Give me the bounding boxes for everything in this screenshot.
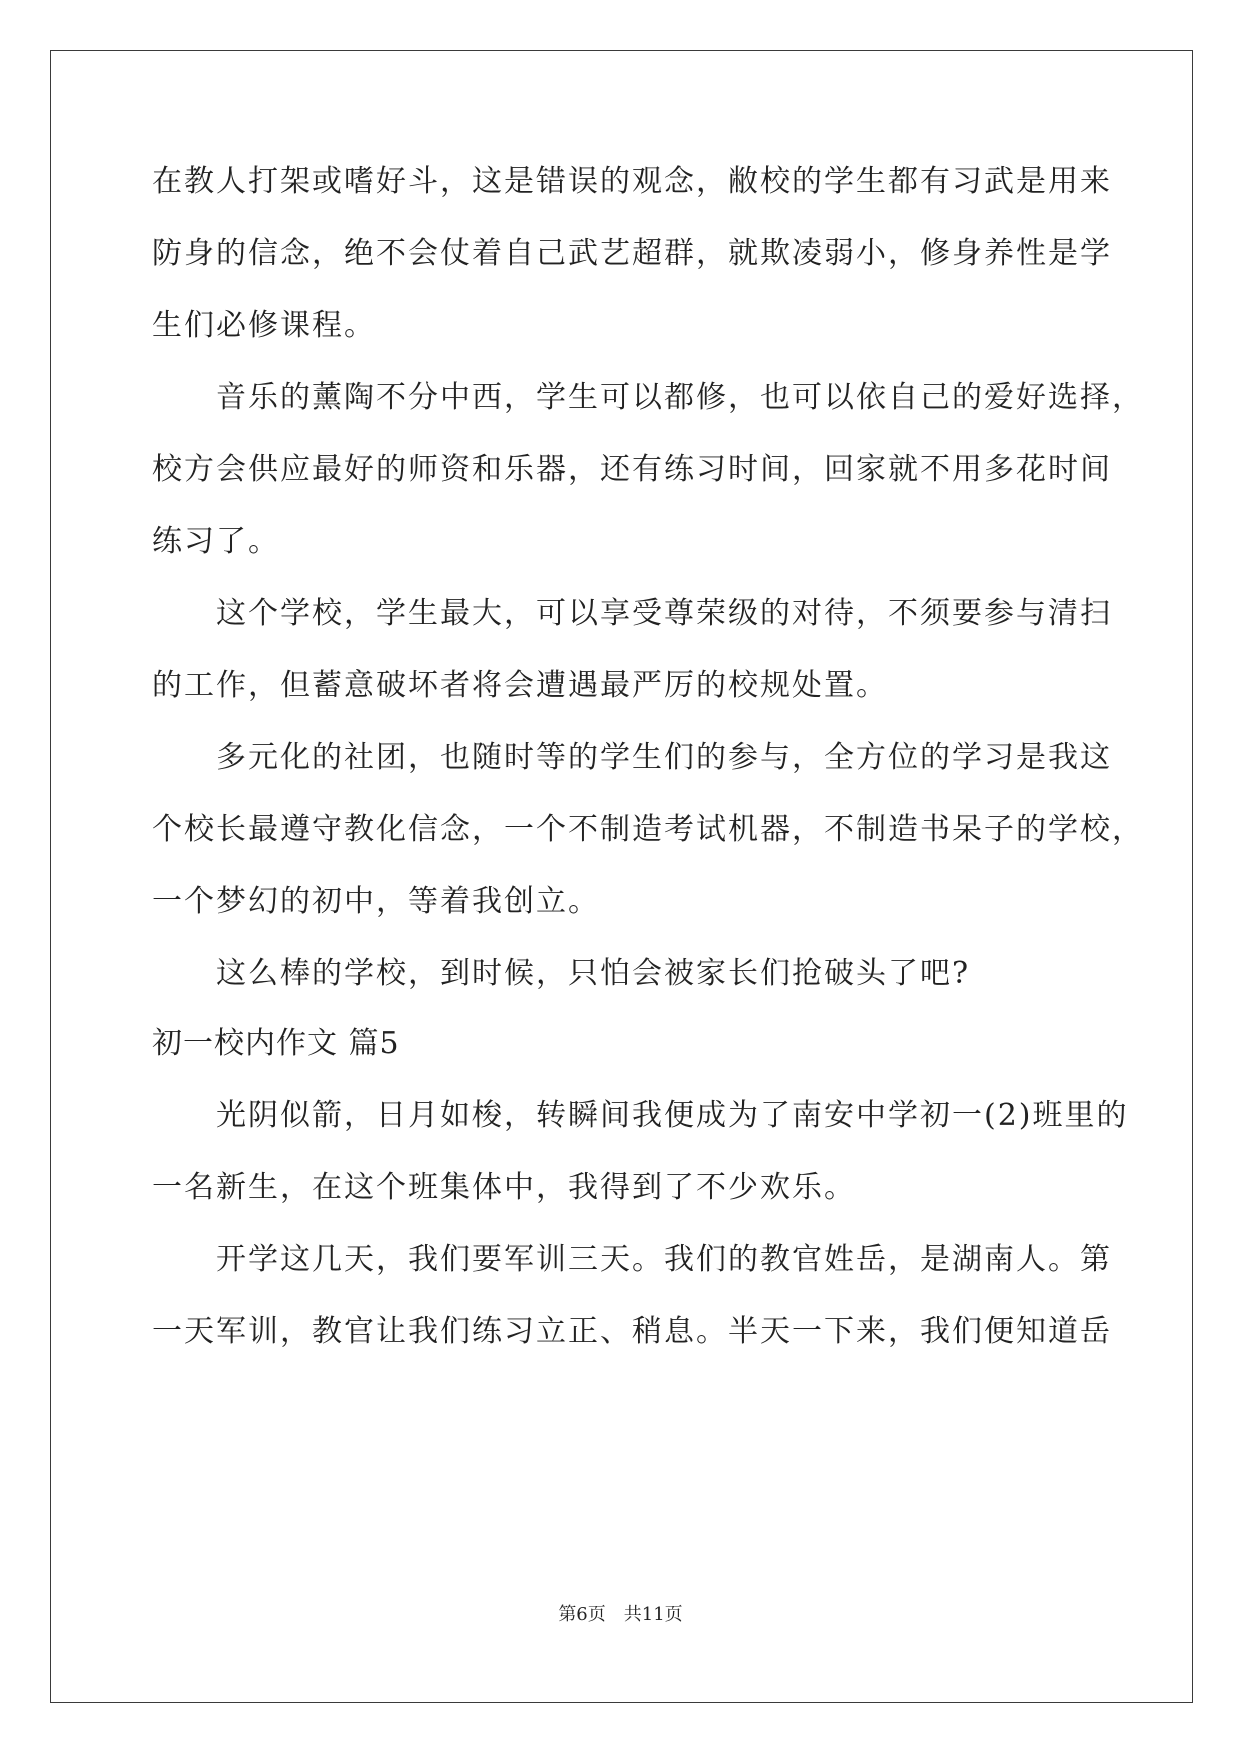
text-line: 一天军训，教官让我们练习立正、稍息。半天一下来，我们便知道岳 xyxy=(152,1314,1112,1349)
text-line: 校方会供应最好的师资和乐器，还有练习时间，回家就不用多花时间 xyxy=(152,452,1112,487)
page-border xyxy=(50,50,1193,1703)
section-heading: 初一校内作文 篇5 xyxy=(152,1026,400,1061)
page-footer xyxy=(0,1600,1241,1626)
paragraph-start-line: 多元化的社团，也随时等的学生们的参与，全方位的学习是我这 xyxy=(216,740,1112,775)
text-line: 的工作，但蓄意破坏者将会遭遇最严厉的校规处置。 xyxy=(152,668,888,703)
text-line: 防身的信念，绝不会仗着自己武艺超群，就欺凌弱小，修身养性是学 xyxy=(152,236,1112,271)
paragraph-start-line: 这个学校，学生最大，可以享受尊荣级的对待，不须要参与清扫 xyxy=(216,596,1112,631)
paragraph-start-line: 光阴似箭，日月如梭，转瞬间我便成为了南安中学初一(2)班里的 xyxy=(216,1098,1129,1133)
text-line: 在教人打架或嗜好斗，这是错误的观念，敝校的学生都有习武是用来 xyxy=(152,164,1112,199)
text-line: 练习了。 xyxy=(152,524,280,559)
paragraph-start-line: 音乐的薰陶不分中西，学生可以都修，也可以依自己的爱好选择， xyxy=(216,380,1144,415)
paragraph-start-line: 开学这几天，我们要军训三天。我们的教官姓岳，是湖南人。第 xyxy=(216,1242,1112,1277)
text-line: 生们必修课程。 xyxy=(152,308,376,343)
paragraph-start-line: 这么棒的学校，到时候，只怕会被家长们抢破头了吧? xyxy=(216,956,971,991)
text-line: 个校长最遵守教化信念，一个不制造考试机器，不制造书呆子的学校， xyxy=(152,812,1144,847)
text-line: 一名新生，在这个班集体中，我得到了不少欢乐。 xyxy=(152,1170,856,1205)
total-page-count: 共11页 xyxy=(623,1604,683,1625)
text-line: 一个梦幻的初中，等着我创立。 xyxy=(152,884,600,919)
current-page-number: 第6页 xyxy=(558,1604,606,1625)
